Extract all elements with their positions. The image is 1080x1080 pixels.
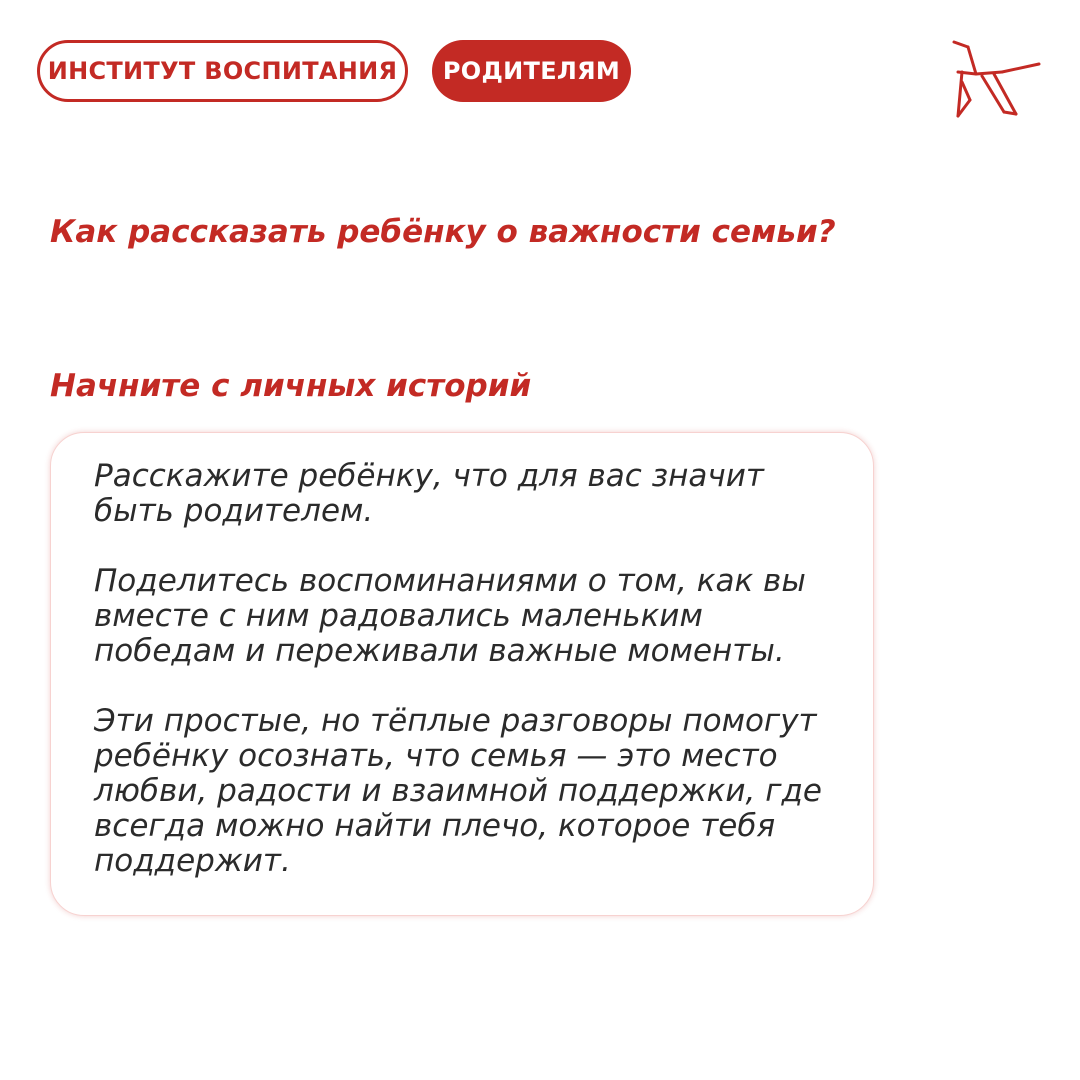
chair-logo-icon xyxy=(948,38,1044,120)
text-card xyxy=(50,432,874,916)
parents-tag-label: РОДИТЕЛЯМ xyxy=(442,57,621,85)
paragraph: Расскажите ребёнку, что для вас значит быть родителем. xyxy=(94,458,764,529)
parents-tag xyxy=(432,40,631,102)
institute-tag-label: ИНСТИТУТ ВОСПИТАНИЯ xyxy=(47,57,398,85)
paragraph: Эти простые, но тёплые разговоры помогут ребёнку осознать, что семья — это место любви, радости и взаимной поддержки, где всегда можно найти плечо, которое тебя поддержит. xyxy=(94,703,823,879)
section-heading: Начните с личных историй xyxy=(50,368,532,404)
paragraph: Поделитесь воспоминаниями о том, как вы вместе с ним радовались маленьким победам и переживали важные моменты. xyxy=(94,563,806,669)
institute-tag xyxy=(37,40,408,102)
page-title: Как рассказать ребёнку о важности семьи? xyxy=(50,214,836,250)
